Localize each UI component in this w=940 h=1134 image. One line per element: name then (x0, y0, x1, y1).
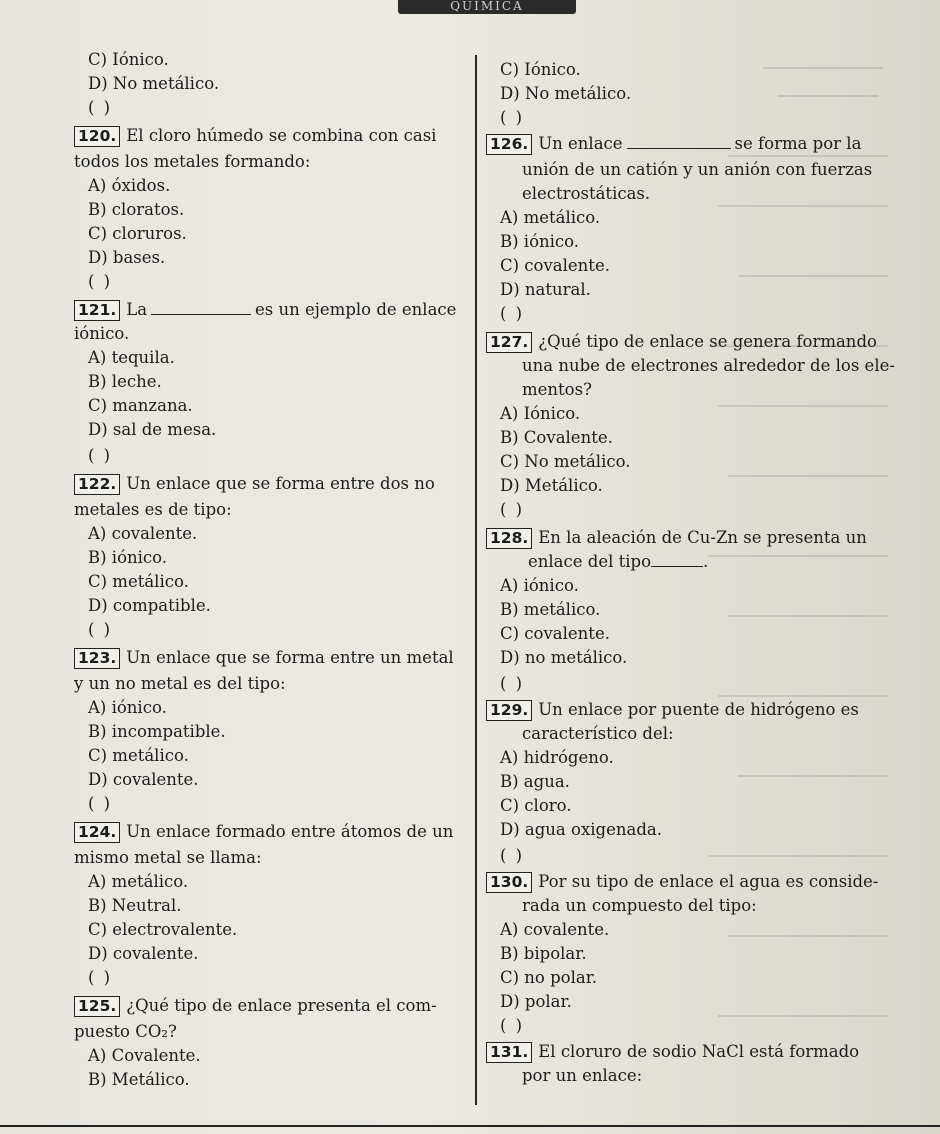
question-line (486, 134, 861, 155)
answer-box[interactable]: ( ) (500, 108, 525, 127)
question-number: 125. (74, 996, 120, 1017)
question-line (74, 648, 454, 669)
answer-option: D) sal de mesa. (88, 420, 217, 439)
question-text: Un enlace que se forma entre dos no (126, 474, 435, 493)
question-text: es un ejemplo de enlace (255, 300, 457, 319)
question-text: ¿Qué tipo de enlace se genera formando (538, 332, 877, 351)
answer-option: A) iónico. (88, 698, 167, 717)
answer-option: C) manzana. (88, 396, 193, 415)
question-text: iónico. (74, 324, 130, 343)
question-line (486, 700, 859, 721)
answer-box[interactable]: ( ) (500, 500, 525, 519)
answer-box[interactable]: ( ) (88, 98, 113, 117)
answer-option: C) covalente. (500, 624, 610, 643)
question-line (74, 126, 436, 147)
question-line (74, 996, 437, 1017)
answer-option: B) leche. (88, 372, 162, 391)
question-line (486, 872, 878, 893)
question-line (74, 300, 456, 321)
question-number: 131. (486, 1042, 532, 1063)
answer-option: A) tequila. (88, 348, 175, 367)
answer-option: B) metálico. (500, 600, 601, 619)
answer-box[interactable]: ( ) (88, 620, 113, 639)
answer-option: C) metálico. (88, 746, 189, 765)
question-text: La (126, 300, 148, 319)
column-divider (475, 55, 477, 1105)
question-line (74, 474, 435, 495)
answer-option: B) bipolar. (500, 944, 587, 963)
page-header: QUÍMICA (398, 0, 576, 14)
bottom-rule (0, 1125, 940, 1127)
answer-option: D) agua oxigenada. (500, 820, 662, 839)
answer-option: A) covalente. (88, 524, 198, 543)
question-text: Por su tipo de enlace el agua es conside- (538, 872, 879, 891)
answer-box[interactable]: ( ) (88, 968, 113, 987)
answer-option: D) polar. (500, 992, 572, 1011)
question-number: 130. (486, 872, 532, 893)
fill-in-blank[interactable] (627, 134, 731, 149)
answer-box[interactable]: ( ) (500, 1016, 525, 1035)
question-text: mentos? (522, 380, 592, 399)
question-text: El cloruro de sodio NaCl está formado (538, 1042, 860, 1061)
question-number: 120. (74, 126, 120, 147)
question-text: electrostáticas. (522, 184, 651, 203)
answer-option: A) óxidos. (88, 176, 171, 195)
question-text: Un enlace por puente de hidrógeno es (538, 700, 859, 719)
question-text: Un enlace que se forma entre un metal (126, 648, 454, 667)
answer-option: C) covalente. (500, 256, 610, 275)
question-line (486, 1042, 859, 1063)
answer-option: D) covalente. (88, 770, 199, 789)
answer-option: C) metálico. (88, 572, 189, 591)
answer-option: C) Iónico. (88, 50, 169, 69)
question-text (486, 552, 708, 572)
question-text: . (703, 552, 709, 571)
answer-option: D) covalente. (88, 944, 199, 963)
answer-box[interactable]: ( ) (500, 304, 525, 323)
answer-option: D) natural. (500, 280, 591, 299)
answer-option: C) No metálico. (500, 452, 631, 471)
answer-option: C) cloruros. (88, 224, 187, 243)
question-text: En la aleación de Cu-Zn se presenta un (538, 528, 867, 547)
answer-option: D) compatible. (88, 596, 211, 615)
answer-option: B) Neutral. (88, 896, 182, 915)
question-text: todos los metales formando: (74, 152, 311, 171)
answer-option: A) iónico. (500, 576, 579, 595)
answer-option: A) Iónico. (500, 404, 581, 423)
answer-option: C) cloro. (500, 796, 572, 815)
question-line (486, 332, 877, 353)
answer-option: A) metálico. (88, 872, 189, 891)
answer-option: B) iónico. (500, 232, 580, 251)
answer-option: B) Metálico. (88, 1070, 190, 1089)
answer-option: B) cloratos. (88, 200, 185, 219)
answer-box[interactable]: ( ) (88, 446, 113, 465)
answer-option: A) hidrógeno. (500, 748, 614, 767)
answer-option: A) metálico. (500, 208, 601, 227)
question-text: Un enlace (538, 134, 623, 153)
question-text: Un enlace formado entre átomos de un (126, 822, 454, 841)
question-number: 126. (486, 134, 532, 155)
answer-option: B) incompatible. (88, 722, 226, 741)
answer-option: C) Iónico. (500, 60, 581, 79)
answer-option: A) Covalente. (88, 1046, 201, 1065)
question-number: 121. (74, 300, 120, 321)
question-text: unión de un catión y un anión con fuerzas (522, 160, 873, 179)
answer-option: C) electrovalente. (88, 920, 238, 939)
question-number: 129. (486, 700, 532, 721)
answer-option: D) Metálico. (500, 476, 603, 495)
answer-option: D) bases. (88, 248, 166, 267)
question-text: mismo metal se llama: (74, 848, 262, 867)
fill-in-blank[interactable] (651, 552, 703, 567)
answer-option: D) No metálico. (500, 84, 632, 103)
question-line (74, 822, 453, 843)
question-number: 128. (486, 528, 532, 549)
question-text: y un no metal es del tipo: (74, 674, 286, 693)
answer-option: C) no polar. (500, 968, 598, 987)
question-text: ¿Qué tipo de enlace presenta el com- (126, 996, 437, 1015)
question-number: 127. (486, 332, 532, 353)
question-text: metales es de tipo: (74, 500, 232, 519)
question-text: El cloro húmedo se combina con casi (126, 126, 437, 145)
question-text: enlace del tipo (528, 552, 652, 571)
answer-option: A) covalente. (500, 920, 610, 939)
answer-box[interactable]: ( ) (500, 846, 525, 865)
question-number: 124. (74, 822, 120, 843)
answer-option: D) No metálico. (88, 74, 220, 93)
question-number: 123. (74, 648, 120, 669)
answer-box[interactable]: ( ) (88, 794, 113, 813)
answer-option: B) agua. (500, 772, 570, 791)
question-text: por un enlace: (522, 1066, 643, 1085)
question-line (486, 528, 867, 549)
question-text: se forma por la (734, 134, 862, 153)
question-text: puesto CO₂? (74, 1022, 177, 1041)
answer-option: B) iónico. (88, 548, 168, 567)
question-number: 122. (74, 474, 120, 495)
question-text: una nube de electrones alrededor de los ele- (522, 356, 895, 375)
question-text: rada un compuesto del tipo: (522, 896, 757, 915)
question-text: característico del: (522, 724, 674, 743)
answer-box[interactable]: ( ) (500, 674, 525, 693)
fill-in-blank[interactable] (151, 300, 251, 315)
answer-option: D) no metálico. (500, 648, 628, 667)
answer-option: B) Covalente. (500, 428, 613, 447)
answer-box[interactable]: ( ) (88, 272, 113, 291)
